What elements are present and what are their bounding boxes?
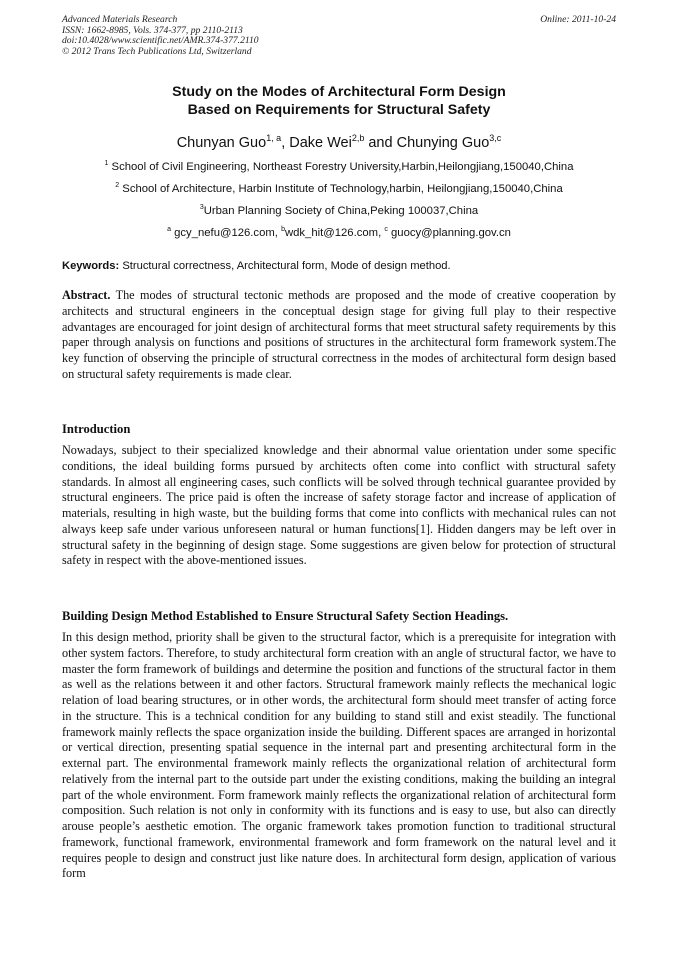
affiliation-marker: 1 [104,160,109,167]
journal-name: Advanced Materials Research [62,14,178,25]
keywords-label: Keywords: [62,260,120,272]
journal-header [62,15,616,57]
author-affiliation-marker: 3,c [489,133,502,143]
doi-line[interactable]: doi:10.4028/www.scientific.net/AMR.374-377.2110 [62,35,259,47]
author-list [62,129,616,152]
email-marker: b [281,226,285,233]
affiliation-marker: 3 [199,204,204,211]
affiliation-text: School of Architecture, Harbin Institute of Technology,harbin, Heilongjiang,150040,China [122,182,563,195]
email-marker: c [384,226,388,233]
online-date: Online: 2011-10-24 [540,14,616,25]
author-name: Dake Wei [289,134,352,151]
abstract [62,288,616,383]
title-line-1: Study on the Modes of Architectural Form Design [172,84,506,100]
email-address[interactable]: wdk_hit@126.com, [284,226,385,239]
keywords [62,259,616,273]
paper-title [62,83,616,119]
section-body-design-method: In this design method, priority shall be given to the structural factor, which is a prerequisite for integration with other system factors. Therefore, to study architectural form creation with an angle of structural factor, we have to master the form framework of buildings and determine the position and functions of the structural factor in them as well as the relations between it and other factors. Structural framework mainly reflects the mechanical logic relation of load bearing structures, or in other words, the architectural form should meet transfer of acting force in the structure. This is a technical condition for any building to stand still and exist steadily. The functional framework mainly reflects the space organization inside the building. Different spaces are arranged in horizontal or vertical direction, presenting spatial sequence in the internal part and presenting architectural form in the external part. The environmental framework mainly reflects the organizational relation of architectural form relatively from the internal part to the outside part under the existing conditions, making the building an integral part of the whole environment. Form framework mainly reflects the organizational relation of architectural form composition. Such relation is not only in conformity with its functions and is easy to use, but also can directly arouse people’s aesthetic emotion. The organic framework takes promotion function to traditional structural framework, functional framework, environmental framework and form framework on the natural level and it requires people to design and construct just like nature does. In architectural form design, application of various form [62,630,616,881]
abstract-label: Abstract. [62,288,111,302]
email-address[interactable]: guocy@planning.gov.cn [391,226,511,239]
affiliation [62,201,616,223]
affiliation-text: Urban Planning Society of China,Peking 100037,China [203,204,479,217]
affiliation-marker: 2 [115,182,120,189]
abstract-text: The modes of structural tectonic methods are proposed and the mode of creative cooperation by architects and structural engineers in the conceptual design stage for giving full play to their respective advantages are encouraged for joint design of architectural forms that meet structural safety requirements by this paper through analysis on functions and positions of structures in the architectural form framework system.The key function of observing the principle of structural correctness in the modes of architectural form design based on structural safety requirements is made clear. [62,288,616,381]
author-affiliation-marker: 2,b [351,133,365,143]
affiliation [62,157,616,179]
email-list [62,223,616,245]
title-line-2: Based on Requirements for Structural Safety [187,102,491,118]
copyright-line: © 2012 Trans Tech Publications Ltd, Switzerland [62,45,252,57]
author-separator: , [281,134,290,151]
affiliation [62,179,616,201]
email-address[interactable]: gcy_nefu@126.com, [174,226,282,239]
section-heading-design-method: Building Design Method Established to Ensure Structural Safety Section Headings. [62,609,509,623]
email-marker: a [167,226,171,233]
author-affiliation-marker: 1, a [266,133,282,143]
author-name: Chunyan Guo [176,134,267,151]
section-heading-introduction: Introduction [62,422,131,436]
author-name: Chunying Guo [396,134,490,151]
affiliation-list [62,157,616,245]
keywords-text: Structural correctness, Architectural form, Mode of design method. [122,260,451,272]
issn-line: ISSN: 1662-8985, Vols. 374-377, pp 2110-2113 [62,24,243,36]
section-body-introduction: Nowadays, subject to their specialized knowledge and their abnormal value orientation under some specific conditions, the ideal building forms pursued by architects often come into conflict with structural safety standards. In almost all engineering cases, such conflicts will be solved through technical guarantee provided by structural engineers. The price paid is often the increase of safety storage factor and increase of application of materials, resulting in high waste, but the building forms that come into conflicts with mechanical rules can not always keep safe under various unforeseen natural or human functions[1]. Hidden dangers may be left over in structural safety in the beginning of design stage. Some suggestions are given below for protection of structural safety in respect with the above-mentioned issues. [62,443,616,568]
author-separator: and [364,134,397,151]
affiliation-text: School of Civil Engineering, Northeast Forestry University,Harbin,Heilongjiang,150040,China [111,160,574,173]
